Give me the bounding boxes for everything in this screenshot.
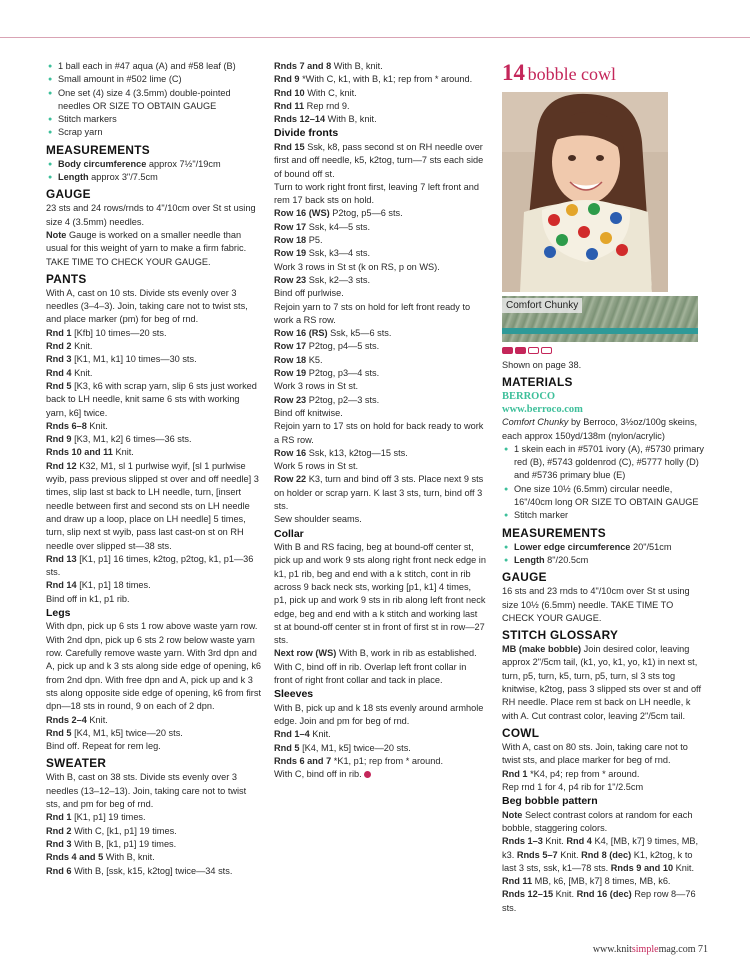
instruction-row — [274, 274, 486, 287]
text: Knit. — [112, 447, 134, 458]
instruction-row — [274, 728, 486, 741]
sew-text: Sew shoulder seams. — [274, 514, 362, 525]
text: With B, [k1, p1] 19 times. — [71, 838, 177, 849]
label: Next row (WS) — [274, 648, 337, 659]
label: Rnd 8 (dec) — [581, 849, 632, 860]
label: Row 22 — [274, 474, 307, 485]
label: Rnd 11 — [274, 100, 305, 111]
yarn-description — [502, 416, 706, 443]
measurements-heading: MEASUREMENTS — [46, 142, 150, 157]
text: Knit. — [542, 836, 567, 847]
bindoff-text: Bind off knitwise. — [274, 407, 343, 418]
label: Rnds 12–14 — [274, 114, 326, 125]
label: Rnd 9 — [274, 74, 300, 85]
pattern-name: bobble cowl — [527, 64, 617, 84]
label: Rnd 10 — [274, 87, 305, 98]
label: Row 16 (WS) — [274, 208, 330, 219]
sleeves-text: With B, pick up and k 18 sts evenly around armhole edge. Join and pm for beg of rnd. — [274, 702, 484, 727]
pants-heading: PANTS — [46, 271, 87, 286]
text: Knit. — [71, 341, 93, 352]
text: [K4, M1, k5] twice—20 sts. — [71, 727, 183, 738]
measurements-heading: MEASUREMENTS — [502, 525, 606, 540]
gauge-text: 16 sts and 23 rnds to 4"/10cm over St st using size 10½ (6.5mm) needle. TAKE TIME TO CHECK YOUR GAUGE. — [502, 586, 690, 623]
instruction-row — [46, 367, 262, 380]
materials-heading: MATERIALS — [502, 375, 573, 390]
cowl-rep: Rep rnd 1 for 4, p4 rib for 1"/2.5cm — [502, 781, 644, 792]
text: P2tog, p4—5 sts. — [306, 341, 380, 352]
text: Ssk, k4—5 sts. — [306, 221, 370, 232]
instruction-row — [46, 380, 262, 420]
list-item: ● 1 skein each in #5701 ivory (A), #5730 primary red (B), #5743 goldenrod (C), #5777 holly (D) and #5736 primary blue (E) — [502, 443, 706, 483]
gauge-text: 23 sts and 24 rows/rnds to 4"/10cm over St st using size 4 (3.5mm) needles. — [46, 203, 256, 227]
label: Rnd 5 — [46, 380, 72, 391]
instruction-row — [46, 420, 262, 433]
text: With B, knit. — [331, 61, 383, 71]
label: Lower edge circumference — [514, 541, 631, 552]
label: Row 18 — [274, 235, 307, 246]
collar-heading: Collar — [274, 527, 304, 540]
text: *K4, p4; rep from * around. — [527, 768, 640, 779]
end-mark-icon — [364, 771, 371, 778]
label: Rnd 4 — [566, 836, 592, 847]
instruction-row — [502, 888, 706, 915]
yarn-strand — [502, 328, 698, 334]
text: Gauge is worked on a smaller needle than usual for this weight of yarn to make a firm fabric. TAKE TIME TO CHECK YOUR GAUGE. — [46, 229, 247, 267]
list-item: ● Stitch markers — [46, 113, 262, 126]
rejoin-text: Rejoin yarn to 7 sts on hold for left front ready to work a RS row. — [274, 301, 471, 325]
text: Knit. — [71, 367, 93, 378]
text: [K3, k6 with scrap yarn, slip 6 sts just worked back to LH needle, knit same 6 sts with working yarn, k6] twice. — [46, 380, 257, 418]
text: Knit. — [309, 729, 331, 740]
girl-wearing-cowl-image — [502, 92, 668, 292]
work-text: Work 3 rows in St st. — [274, 381, 359, 392]
instruction-row — [274, 340, 486, 353]
text: Rep rnd 9. — [304, 100, 350, 111]
instruction-row — [46, 838, 262, 851]
instruction-row — [274, 447, 486, 460]
difficulty-pip — [515, 347, 526, 354]
left-column — [46, 60, 262, 878]
page-number: 71 — [698, 944, 708, 955]
sleeves-heading: Sleeves — [274, 688, 314, 701]
turn-text: Turn to work right front first, leaving 7 left front and rem 17 back sts on hold. — [274, 181, 479, 206]
label: Rnd 15 — [274, 141, 305, 152]
label: Rnd 1 — [46, 812, 72, 823]
text: With B, knit. — [103, 852, 155, 863]
label: Row 16 (RS) — [274, 328, 328, 339]
top-rule — [0, 37, 750, 38]
legs-bindoff: Bind off. Repeat for rem leg. — [46, 741, 161, 752]
text: K1, k2tog, k to last 3 sts, ssk, k1—78 sts. — [502, 849, 693, 873]
bobble-pattern-heading: Beg bobble pattern — [502, 795, 598, 808]
instruction-row — [46, 727, 262, 740]
instruction-row — [274, 100, 486, 113]
yarn-swatch — [502, 296, 698, 342]
gauge-heading: GAUGE — [46, 187, 91, 202]
materials-list — [502, 443, 706, 523]
legs-heading: Legs — [46, 606, 71, 619]
yarn-name: Comfort Chunky — [502, 417, 569, 428]
text: [K4, M1, k5] twice—20 sts. — [299, 742, 411, 753]
text: *K1, p1; rep from * around. — [331, 756, 444, 767]
instruction-row — [274, 327, 486, 340]
sleeves-end — [274, 768, 486, 781]
label: Row 17 — [274, 221, 307, 232]
label: Rnd 11 — [502, 876, 533, 887]
text: K5. — [306, 354, 323, 365]
instruction-row — [502, 835, 706, 875]
instruction-row — [274, 742, 486, 755]
instruction-row — [502, 768, 706, 781]
label: Rnd 1 — [502, 768, 528, 779]
list-item: ● Stitch marker — [502, 509, 706, 522]
label: Rnds 5–7 — [516, 849, 558, 860]
instruction-row — [46, 825, 262, 838]
work-text: Work 5 rows in St st. — [274, 461, 359, 472]
footer-url-pre: www.knit — [592, 944, 632, 955]
instruction-row — [274, 73, 486, 86]
shown-on: Shown on page 38. — [502, 360, 582, 370]
label: Row 23 — [274, 394, 307, 405]
instruction-row — [46, 553, 262, 580]
list-item: ● Small amount in #502 lime (C) — [46, 73, 262, 86]
label: Rnd 1–4 — [274, 729, 310, 740]
difficulty-meter — [502, 347, 706, 354]
list-item — [46, 158, 262, 171]
footer-url-accent: simple — [631, 944, 659, 955]
label: Length — [58, 172, 89, 183]
label: Row 17 — [274, 341, 307, 352]
label: Row 19 — [274, 368, 307, 379]
pants-bindoff: Bind off in k1, p1 rib. — [46, 593, 130, 604]
instruction-row — [46, 460, 262, 553]
bobble-note — [502, 809, 706, 836]
label: Rnd 6 — [46, 865, 72, 876]
label: Length — [514, 554, 545, 565]
instruction-row — [46, 340, 262, 353]
instruction-row — [46, 327, 262, 340]
instruction-row — [274, 113, 486, 126]
bindoff-text: Bind off purlwise. — [274, 288, 344, 299]
instruction-row — [274, 221, 486, 234]
instruction-row — [274, 141, 486, 181]
gauge-note — [46, 229, 262, 269]
text: Ssk, k3—4 sts. — [306, 248, 370, 259]
label: Row 18 — [274, 354, 307, 365]
instruction-row — [274, 207, 486, 220]
text: [K1, p1] 16 times, k2tog, p2tog, k1, p1—36 sts. — [46, 553, 254, 578]
text: [K1, p1] 18 times. — [76, 580, 151, 591]
label: Rnds 1–3 — [502, 836, 543, 847]
instruction-row — [274, 234, 486, 247]
instruction-row — [502, 875, 706, 888]
collar-end: With C, bind off in rib. Overlap left front collar in front of right front collar and tack in place. — [274, 661, 467, 686]
instruction-row — [274, 755, 486, 768]
text: With B, knit. — [325, 114, 377, 125]
label: Note — [46, 229, 67, 240]
footer-url-post: mag.com — [658, 944, 696, 955]
measurements-list — [46, 158, 262, 185]
label: Rnd 2 — [46, 825, 72, 836]
text: K3, turn and bind off 3 sts. Place next 9 sts on holder or scrap yarn. K last 3 sts, turn, bind off 3 sts. — [274, 474, 484, 511]
pants-intro: With A, cast on 10 sts. Divide sts evenly over 3 needles (3–4–3). Join, taking care not to twist sts, and place marker (pm) for beg of rnd. — [46, 287, 248, 325]
list-item: ● One set (4) size 4 (3.5mm) double-pointed needles OR SIZE TO OBTAIN GAUGE — [46, 87, 262, 114]
cowl-text: With A, cast on 80 sts. Join, taking care not to twist sts, and place marker for beg of rnd. — [502, 741, 688, 766]
list-item: ● One size 10½ (6.5mm) circular needle, 16"/40cm long OR SIZE TO OBTAIN GAUGE — [502, 483, 706, 510]
text: With B, work in rib as established. — [336, 648, 477, 659]
gauge-heading: GAUGE — [502, 570, 547, 585]
text: Ssk, k8, pass second st on RH needle over first and off needle, k5, k2tog, turn—7 sts each side of bound off st. — [274, 141, 484, 179]
instruction-row — [274, 247, 486, 260]
label: Rnd 12 — [46, 460, 77, 471]
label: Note — [502, 809, 523, 820]
instruction-row — [274, 473, 486, 513]
list-item: ● Scrap yarn — [46, 126, 262, 139]
difficulty-pip — [502, 347, 513, 354]
text: With B, [ssk, k15, k2tog] twice—34 sts. — [71, 865, 233, 876]
text: P2tog, p2—3 sts. — [306, 394, 380, 405]
label: Rnds 10 and 11 — [46, 447, 113, 458]
cowl-heading: COWL — [502, 725, 540, 740]
instruction-row — [46, 714, 262, 727]
instruction-row — [46, 446, 262, 459]
legs-text: With dpn, pick up 6 sts 1 row above waste yarn row. With 2nd dpn, pick up 6 sts 2 row below waste yarn row. Carefully remove waste yarn. With 3rd dpn and A, pick up and k 3 sts along side edge of opening, k6 from 2nd dpn. With free dpn and A, pick up and k 3 sts along opposite side edge of opening, k6 from first dpn—18 sts in round, 9 on each of 2 dpn. — [46, 621, 262, 712]
collar-text: With B and RS facing, beg at bound-off center st, pick up and work 9 sts along right front neck edge in k1, p1 rib, beg and end with a k stitch, cont in rib across 9 back neck sts, working [p1, k1] 4 times, p1, pick up and work 9 sts in rib along left front neck edge, beg and end with a k stitch and working last st at bound-off center st in front of first st in row—27 sts. — [274, 542, 486, 646]
text: K4, [MB, k7] 9 times, MB, k3. — [502, 836, 699, 860]
text: Knit. — [557, 849, 582, 860]
text: Rep row 8—76 sts. — [502, 889, 696, 913]
label: Rnds 12–15 — [502, 889, 554, 900]
list-item: ● 1 ball each in #47 aqua (A) and #58 leaf (B) — [46, 60, 262, 73]
label: Rnds 7 and 8 — [274, 61, 332, 71]
text: MB, k6, [MB, k7] 8 times, MB, k6. — [532, 876, 671, 887]
label: Rnd 9 — [46, 434, 72, 445]
text: Ssk, k2—3 sts. — [306, 274, 370, 285]
label: Rnds 9 and 10 — [610, 862, 674, 873]
instruction-row — [46, 865, 262, 878]
difficulty-pip — [541, 347, 552, 354]
pattern-number: 14 — [502, 60, 525, 85]
sweater-intro: With B, cast on 38 sts. Divide sts evenly over 3 needles (13–12–13). Join, taking care not to twist sts, and pm for beg of rnd. — [46, 772, 247, 810]
list-item — [46, 171, 262, 184]
brand-name: BERROCO — [502, 391, 556, 403]
text: P5. — [306, 235, 323, 246]
text: *With C, k1, with B, k1; rep from * around. — [299, 74, 473, 85]
list-item — [502, 541, 706, 554]
text: Ssk, k13, k2tog—15 sts. — [306, 447, 408, 458]
text: Knit. — [86, 420, 108, 431]
text: 20"/51cm — [630, 541, 672, 552]
instruction-row — [274, 87, 486, 100]
yarn-label: Comfort Chunky — [502, 298, 582, 313]
work-text: Work 3 rows in St st (k on RS, p on WS). — [274, 261, 440, 272]
right-column — [502, 60, 706, 915]
difficulty-pip — [528, 347, 539, 354]
rejoin-text: Rejoin yarn to 17 sts on hold for back ready to work a RS row. — [274, 421, 484, 445]
text: Knit. — [553, 889, 577, 900]
text: With C, bind off in rib. — [274, 769, 362, 780]
glossary-entry — [502, 643, 706, 723]
measurements-list — [502, 541, 706, 568]
instruction-row — [274, 647, 486, 660]
text: [Kfb] 10 times—20 sts. — [71, 327, 167, 338]
instruction-row — [274, 60, 486, 73]
label: Rnd 2 — [46, 341, 72, 352]
label: Row 23 — [274, 274, 307, 285]
text: With C, [k1, p1] 19 times. — [71, 825, 177, 836]
materials-list — [46, 60, 262, 140]
text: Join desired color, leaving approx 2"/5cm tail, (k1, yo, k1, yo, k1) in next st, turn, p5, turn, k5, turn, p5, turn, sl 3 sts tog knitwise, k2tog, pass 3 slipped sts over st and off RH needle. Place rem st back on LH needle, k with A. Cut contrast color, leaving 2"/5cm tail. — [502, 644, 701, 721]
page-footer — [593, 944, 708, 955]
cowl-photo — [502, 92, 668, 292]
label: Rnds 4 and 5 — [46, 852, 104, 863]
label: Rnd 5 — [46, 727, 72, 738]
label: Rnd 14 — [46, 580, 77, 591]
label: Rnd 1 — [46, 327, 72, 338]
label: Rnds 2–4 — [46, 714, 87, 725]
text: Knit. — [673, 862, 694, 873]
text: With C, knit. — [304, 87, 357, 98]
text: P2tog, p3—4 sts. — [306, 368, 380, 379]
label: Row 16 — [274, 447, 307, 458]
label: Row 19 — [274, 248, 307, 259]
text: P2tog, p5—6 sts. — [329, 208, 403, 219]
text: approx 7½"/19cm — [146, 158, 221, 169]
label: Rnds 6–8 — [46, 420, 87, 431]
text: Knit. — [86, 714, 108, 725]
text: 8"/20.5cm — [544, 554, 589, 565]
text: by Berroco, 3½oz/100g skeins, each approx 150yd/138m (nylon/acrylic) — [502, 417, 698, 441]
text: [K3, M1, k2] 6 times—36 sts. — [71, 434, 192, 445]
glossary-heading: STITCH GLOSSARY — [502, 628, 619, 643]
label: Body circumference — [58, 158, 147, 169]
text: [K1, M1, k1] 10 times—30 sts. — [71, 354, 197, 365]
brand-url[interactable]: www.berroco.com — [502, 404, 583, 416]
list-item — [502, 554, 706, 567]
text: approx 3"/7.5cm — [88, 172, 158, 183]
text: [K1, p1] 19 times. — [71, 812, 146, 823]
divide-heading: Divide fronts — [274, 127, 339, 140]
instruction-row — [46, 433, 262, 446]
label: MB (make bobble) — [502, 644, 582, 655]
label: Rnd 16 (dec) — [576, 889, 632, 900]
sweater-heading: SWEATER — [46, 756, 107, 771]
instruction-row — [274, 394, 486, 407]
label: Rnd 13 — [46, 553, 77, 564]
pattern-title — [502, 60, 706, 90]
instruction-row — [46, 579, 262, 592]
label: Rnd 3 — [46, 354, 72, 365]
instruction-row — [46, 353, 262, 366]
text: K32, M1, sl 1 purlwise wyif, [sl 1 purlwise wyib, pass previous slipped st over and off needle] 3 times, slip last st back to LH needle, turn, [insert needle between first and second sts on LH needle and draw up a loop, place on LH needle] 5 times, turn, slip next st wyib, pass last cast-on st on RH needle over slipped st—38 sts. — [46, 460, 259, 551]
instruction-row — [274, 354, 486, 367]
text: Ssk, k5—6 sts. — [327, 328, 392, 339]
middle-column — [274, 60, 486, 782]
label: Rnd 5 — [274, 742, 300, 753]
label: Rnd 3 — [46, 838, 72, 849]
instruction-row — [46, 851, 262, 864]
text: Select contrast colors at random for each bobble, staggering colors. — [502, 809, 693, 833]
instruction-row — [274, 367, 486, 380]
instruction-row — [46, 811, 262, 824]
label: Rnd 4 — [46, 367, 72, 378]
label: Rnds 6 and 7 — [274, 756, 332, 767]
